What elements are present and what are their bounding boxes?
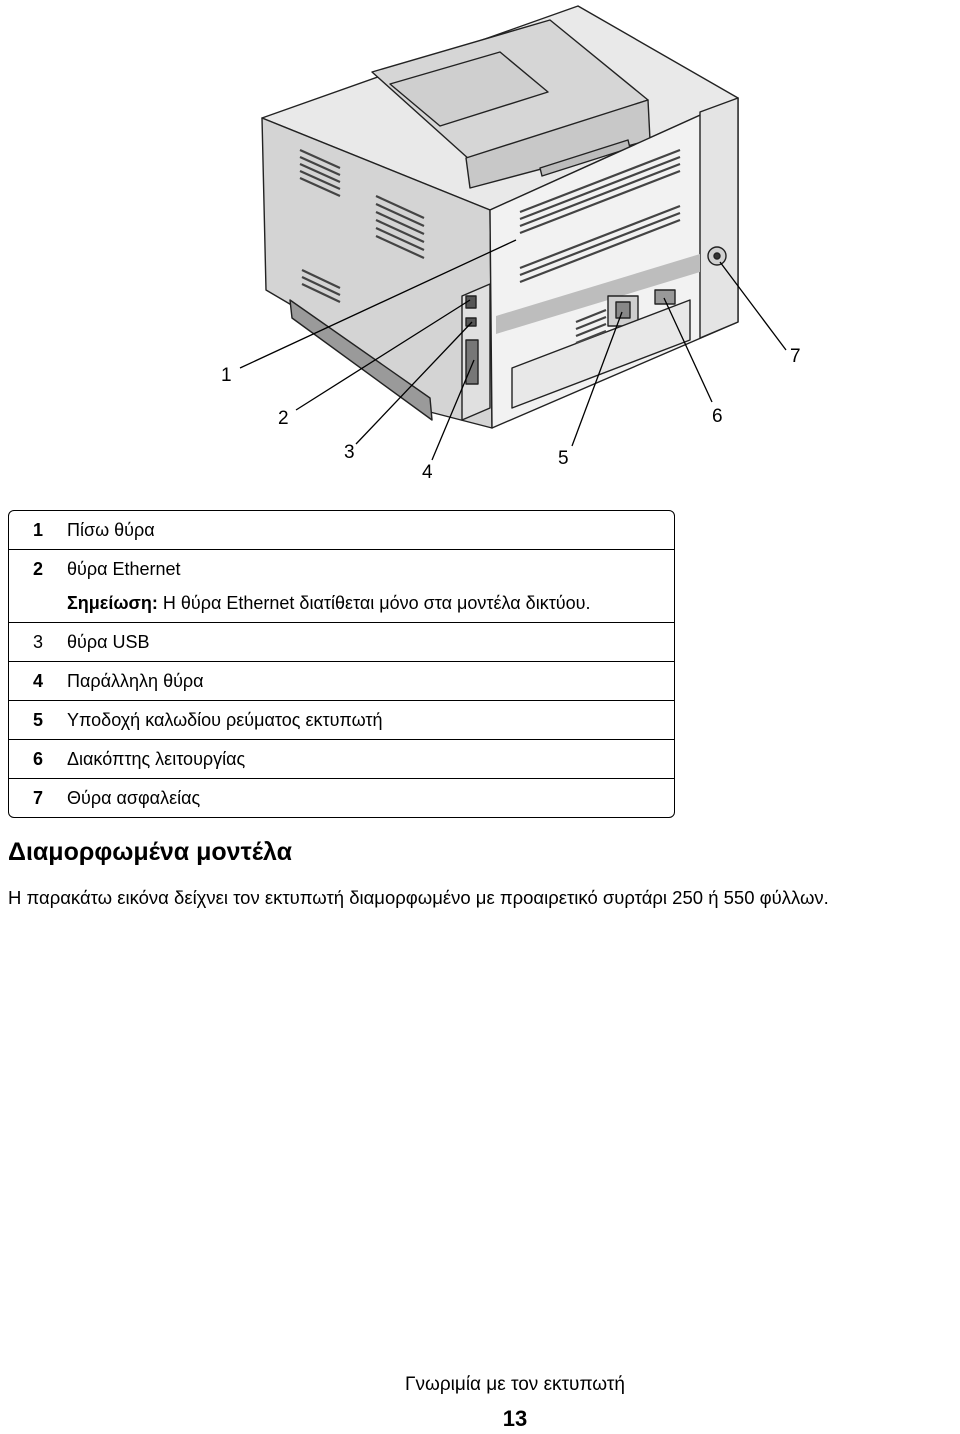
legend-number: 2 xyxy=(9,550,67,623)
callout-3: 3 xyxy=(344,442,355,463)
callout-5: 5 xyxy=(558,448,569,469)
section-intro: Η παρακάτω εικόνα δείχνει τον εκτυπωτή διαμορφωμένο με προαιρετικό συρτάρι 250 ή 550 φύλλων. xyxy=(8,887,829,908)
section-heading: Διαμορφωμένα μοντέλα xyxy=(8,838,292,866)
legend-row xyxy=(9,662,674,701)
legend-label: Διακόπτης λειτουργίας xyxy=(67,740,674,779)
legend-row xyxy=(9,623,674,662)
note-label: Σημείωση: xyxy=(67,593,158,613)
callout-4: 4 xyxy=(422,462,433,483)
legend-row xyxy=(9,511,674,550)
callout-2: 2 xyxy=(278,408,289,429)
legend-label: θύρα USB xyxy=(67,623,674,662)
callout-6: 6 xyxy=(712,406,723,427)
callout-7: 7 xyxy=(790,346,801,367)
legend-table xyxy=(8,510,675,818)
legend-row xyxy=(9,779,674,817)
legend-cell xyxy=(67,550,674,623)
legend-label: Θύρα ασφαλείας xyxy=(67,788,201,808)
legend-number: 7 xyxy=(32,788,43,808)
printer-body xyxy=(262,6,738,428)
legend-number: 5 xyxy=(9,701,67,740)
legend-number: 3 xyxy=(9,623,67,662)
legend-label: θύρα Ethernet xyxy=(67,559,181,579)
printer-rear-illustration xyxy=(0,0,960,490)
legend-note xyxy=(67,593,674,614)
legend-row xyxy=(9,740,674,779)
legend-number: 1 xyxy=(9,511,67,550)
callout-1: 1 xyxy=(221,365,232,386)
legend-number: 4 xyxy=(9,662,67,701)
legend-label: Παράλληλη θύρα xyxy=(67,662,674,701)
footer-title: Γνωριμία με τον εκτυπωτή xyxy=(405,1374,625,1395)
legend-number: 6 xyxy=(9,740,67,779)
legend-label: Πίσω θύρα xyxy=(67,511,674,550)
page-number: 13 xyxy=(502,1406,528,1431)
note-text: Η θύρα Ethernet διατίθεται μόνο στα μοντέλα δικτύου. xyxy=(157,593,591,613)
legend-row xyxy=(9,701,674,740)
legend-row xyxy=(9,550,674,623)
legend-label: Υποδοχή καλωδίου ρεύματος εκτυπωτή xyxy=(67,701,674,740)
